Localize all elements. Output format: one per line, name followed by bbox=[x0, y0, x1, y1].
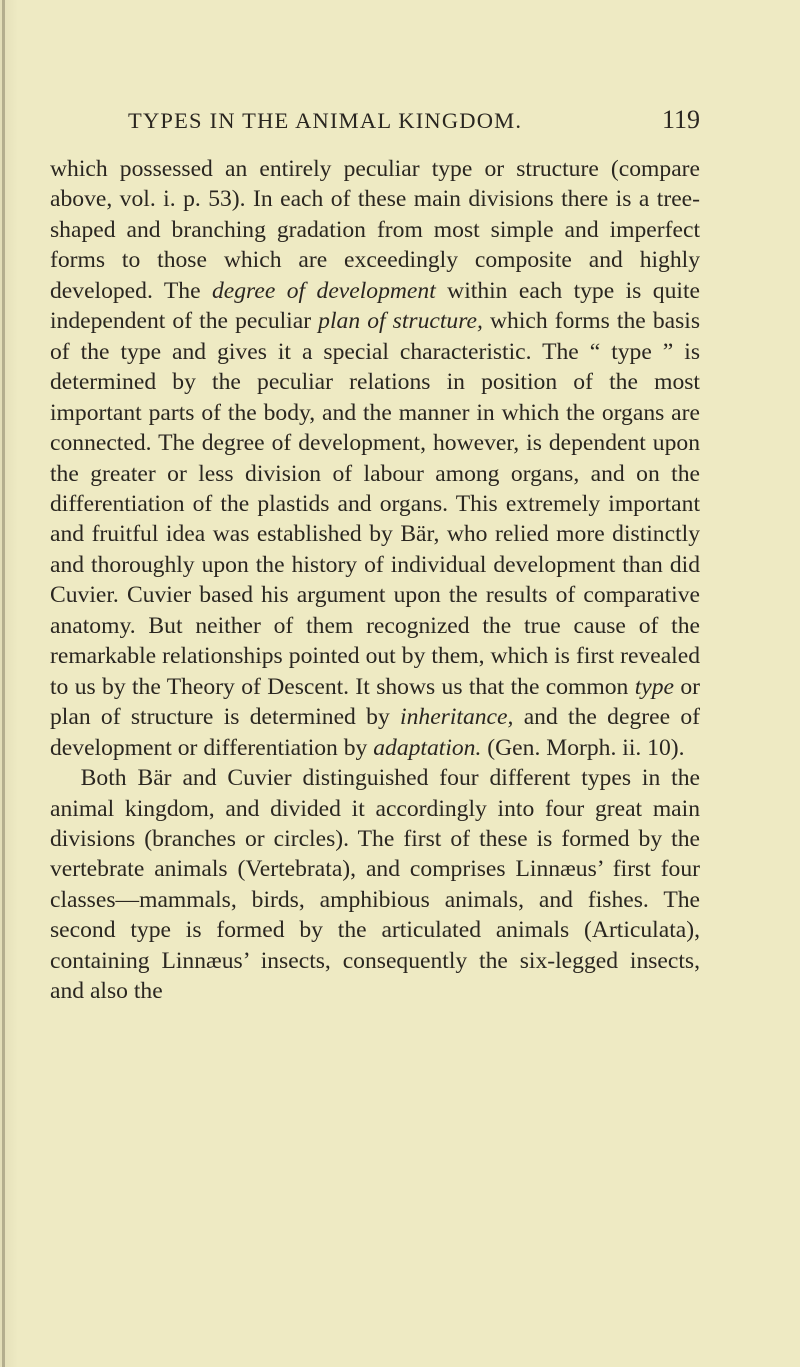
paragraph bbox=[50, 763, 700, 1007]
text-run: within each type is quite independent of the peculiar bbox=[50, 277, 700, 335]
running-head: TYPES IN THE ANIMAL KINGDOM. bbox=[128, 108, 523, 133]
text-run: or plan of structure is determined by bbox=[50, 673, 700, 731]
text-run: Both Bär and Cuvier distinguished four different types in the animal kingdom, and divided it accordingly into four great main divisions (branches or circles). The first of these is formed by the vertebrate animals (Vertebrata), and comprises Linnæus’ first four classes—mammals, birds, amphibious animals, and fishes. The second type is formed by the articulated animals (Articulata), containing Linnæus’ insects, consequently the six-legged insects, and also the bbox=[50, 765, 700, 1005]
italic-run: type bbox=[634, 673, 674, 700]
italic-run: adaptation. bbox=[373, 734, 482, 761]
text-run: and the degree of development or differentiation by bbox=[50, 704, 700, 761]
page-gutter-edge bbox=[2, 0, 5, 1367]
page-header bbox=[128, 105, 700, 142]
body-text bbox=[50, 154, 700, 1007]
italic-run: plan of structure, bbox=[318, 308, 483, 335]
italic-run: inheritance, bbox=[400, 704, 514, 731]
text-run: (Gen. Morph. ii. 10). bbox=[481, 734, 685, 761]
paragraph bbox=[50, 154, 700, 763]
text-run: which possessed an entirely peculiar type or structure (compare above, vol. i. p. 53). In each of these main divisions there is a tree-shaped and branching gradation from most simple and imperfect forms to those which are exceedingly composite and highly developed. The bbox=[50, 156, 700, 304]
text-run: which forms the basis of the type and gives it a special characteristic. The “ type ” is determined by the peculiar relations in position of the most important parts of the body, and the manner in which the organs are connected. The degree of development, however, is dependent upon the greater or less division of labour among organs, and on the differentiation of the plastids and organs. This extremely important and fruitful idea was established by Bär, who relied more distinctly and thoroughly upon the history of individual development than did Cuvier. Cuvier based his argument upon the results of comparative anatomy. But neither of them recognized the true cause of the remarkable relationships pointed out by them, which is first revealed to us by the Theory of Descent. It shows us that the common bbox=[50, 308, 701, 700]
page-number: 119 bbox=[661, 105, 700, 134]
italic-run: degree of development bbox=[211, 277, 436, 304]
